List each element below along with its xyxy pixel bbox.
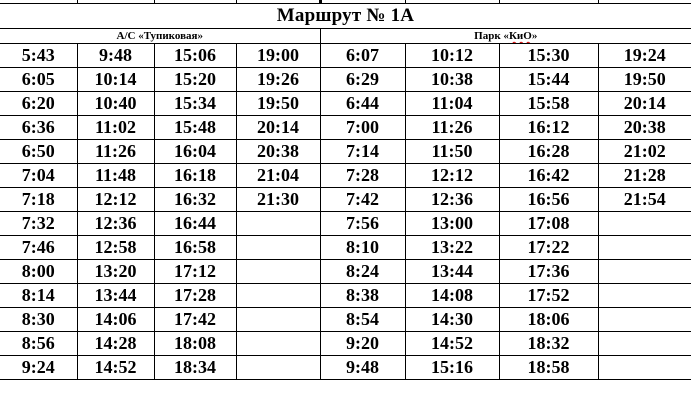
departure-time-cell: 17:22 — [499, 236, 598, 260]
departure-time-cell: 14:52 — [405, 332, 499, 356]
table-row — [0, 140, 691, 164]
departure-time-cell: 14:06 — [77, 308, 154, 332]
departure-time-cell — [598, 308, 691, 332]
departure-time-cell: 11:04 — [405, 92, 499, 116]
departure-time-cell: 11:26 — [77, 140, 154, 164]
direction-name: А/С «Тупиковая» — [116, 30, 203, 42]
departure-time-cell: 12:58 — [77, 236, 154, 260]
departure-time-cell: 12:36 — [77, 212, 154, 236]
departure-time-cell: 11:48 — [77, 164, 154, 188]
departure-time-cell: 16:58 — [154, 236, 236, 260]
departure-time-cell: 17:42 — [154, 308, 236, 332]
departure-time-cell: 16:18 — [154, 164, 236, 188]
direction-name: КиО — [508, 30, 532, 42]
departure-time-cell — [598, 284, 691, 308]
departure-time-cell: 6:20 — [0, 92, 77, 116]
departure-time-cell: 16:44 — [154, 212, 236, 236]
departure-time-cell: 6:05 — [0, 68, 77, 92]
table-row — [0, 332, 691, 356]
departure-time-cell: 15:44 — [499, 68, 598, 92]
departure-time-cell: 8:24 — [320, 260, 405, 284]
departure-time-cell: 6:36 — [0, 116, 77, 140]
departure-time-cell: 20:14 — [236, 116, 320, 140]
departure-time-cell: 18:06 — [499, 308, 598, 332]
departure-time-cell: 12:12 — [405, 164, 499, 188]
departure-time-cell: 8:56 — [0, 332, 77, 356]
departure-time-cell: 15:16 — [405, 356, 499, 380]
departure-time-cell: 19:50 — [236, 92, 320, 116]
table-row — [0, 308, 691, 332]
departure-time-cell: 7:42 — [320, 188, 405, 212]
departure-time-cell: 20:38 — [598, 116, 691, 140]
departure-time-cell: 6:44 — [320, 92, 405, 116]
departure-time-cell: 15:34 — [154, 92, 236, 116]
departure-time-cell: 7:18 — [0, 188, 77, 212]
departure-time-cell: 5:43 — [0, 44, 77, 68]
departure-time-cell: 15:58 — [499, 92, 598, 116]
table-row — [0, 188, 691, 212]
departure-time-cell: 9:48 — [320, 356, 405, 380]
table-row — [0, 164, 691, 188]
departure-time-cell: 17:28 — [154, 284, 236, 308]
departure-time-cell: 18:58 — [499, 356, 598, 380]
table-row — [0, 68, 691, 92]
table-row — [0, 236, 691, 260]
departure-time-cell — [598, 332, 691, 356]
direction-header-tupikovaya — [0, 29, 320, 44]
departure-time-cell: 16:56 — [499, 188, 598, 212]
departure-time-cell: 6:29 — [320, 68, 405, 92]
departure-time-cell: 6:50 — [0, 140, 77, 164]
departure-time-cell: 7:04 — [0, 164, 77, 188]
departure-time-cell: 18:34 — [154, 356, 236, 380]
departure-time-cell: 17:12 — [154, 260, 236, 284]
departure-time-cell: 15:48 — [154, 116, 236, 140]
departure-time-cell: 18:08 — [154, 332, 236, 356]
departure-time-cell: 21:30 — [236, 188, 320, 212]
departure-time-cell: 12:12 — [77, 188, 154, 212]
departure-time-cell — [598, 356, 691, 380]
table-row — [0, 356, 691, 380]
departure-time-cell: 8:54 — [320, 308, 405, 332]
direction-header-row — [0, 29, 691, 44]
departure-time-cell — [598, 236, 691, 260]
departure-time-cell: 10:40 — [77, 92, 154, 116]
departure-time-cell: 14:30 — [405, 308, 499, 332]
departure-time-cell: 14:08 — [405, 284, 499, 308]
departure-time-cell: 15:20 — [154, 68, 236, 92]
departure-time-cell: 13:20 — [77, 260, 154, 284]
departure-time-cell — [598, 212, 691, 236]
title-row — [0, 4, 691, 29]
departure-time-cell — [236, 356, 320, 380]
departure-time-cell: 9:24 — [0, 356, 77, 380]
departure-time-cell: 16:28 — [499, 140, 598, 164]
departure-time-cell — [236, 236, 320, 260]
departure-time-cell: 21:02 — [598, 140, 691, 164]
departure-time-cell: 10:38 — [405, 68, 499, 92]
departure-time-cell — [236, 260, 320, 284]
departure-time-cell: 14:28 — [77, 332, 154, 356]
departure-time-cell: 7:14 — [320, 140, 405, 164]
departure-time-cell: 11:02 — [77, 116, 154, 140]
table-row — [0, 116, 691, 140]
departure-time-cell: 8:10 — [320, 236, 405, 260]
departure-time-cell: 15:30 — [499, 44, 598, 68]
departure-time-cell: 19:24 — [598, 44, 691, 68]
direction-prefix: Парк « — [474, 30, 509, 42]
departure-time-cell: 10:14 — [77, 68, 154, 92]
departure-time-cell: 20:14 — [598, 92, 691, 116]
departure-time-cell — [236, 284, 320, 308]
departure-time-cell — [236, 308, 320, 332]
departure-time-cell: 11:50 — [405, 140, 499, 164]
table-row — [0, 260, 691, 284]
departure-time-cell: 16:42 — [499, 164, 598, 188]
departure-time-cell: 21:28 — [598, 164, 691, 188]
departure-time-cell: 12:36 — [405, 188, 499, 212]
departure-time-cell: 21:54 — [598, 188, 691, 212]
departure-time-cell: 13:44 — [405, 260, 499, 284]
departure-time-cell — [236, 332, 320, 356]
departure-time-cell: 13:00 — [405, 212, 499, 236]
departure-time-cell: 8:00 — [0, 260, 77, 284]
departure-time-cell: 9:20 — [320, 332, 405, 356]
departure-time-cell — [236, 212, 320, 236]
departure-time-cell: 20:38 — [236, 140, 320, 164]
departure-time-cell: 21:04 — [236, 164, 320, 188]
departure-time-cell: 19:00 — [236, 44, 320, 68]
departure-time-cell: 13:22 — [405, 236, 499, 260]
departure-time-cell: 11:26 — [405, 116, 499, 140]
departure-time-cell: 17:08 — [499, 212, 598, 236]
departure-time-cell: 19:26 — [236, 68, 320, 92]
direction-suffix: » — [531, 30, 538, 42]
departure-time-cell: 15:06 — [154, 44, 236, 68]
departure-time-cell: 8:14 — [0, 284, 77, 308]
departure-time-cell: 10:12 — [405, 44, 499, 68]
table-row — [0, 44, 691, 68]
departure-time-cell: 13:44 — [77, 284, 154, 308]
direction-header-park — [320, 29, 691, 44]
departure-time-cell: 8:30 — [0, 308, 77, 332]
departure-time-cell: 16:04 — [154, 140, 236, 164]
departure-time-cell: 16:32 — [154, 188, 236, 212]
departure-time-cell: 7:28 — [320, 164, 405, 188]
departure-time-cell: 14:52 — [77, 356, 154, 380]
table-row — [0, 92, 691, 116]
departure-time-cell: 19:50 — [598, 68, 691, 92]
route-title: Маршрут № 1А — [0, 4, 691, 29]
departure-time-cell: 7:56 — [320, 212, 405, 236]
departure-time-cell: 7:32 — [0, 212, 77, 236]
departure-time-cell: 17:36 — [499, 260, 598, 284]
departure-time-cell: 9:48 — [77, 44, 154, 68]
departure-time-cell: 16:12 — [499, 116, 598, 140]
departure-time-cell: 18:32 — [499, 332, 598, 356]
departure-time-cell: 17:52 — [499, 284, 598, 308]
departure-time-cell: 7:00 — [320, 116, 405, 140]
departure-time-cell — [598, 260, 691, 284]
departure-time-cell: 6:07 — [320, 44, 405, 68]
table-row — [0, 212, 691, 236]
table-row — [0, 284, 691, 308]
departure-time-cell: 8:38 — [320, 284, 405, 308]
departure-time-cell: 7:46 — [0, 236, 77, 260]
